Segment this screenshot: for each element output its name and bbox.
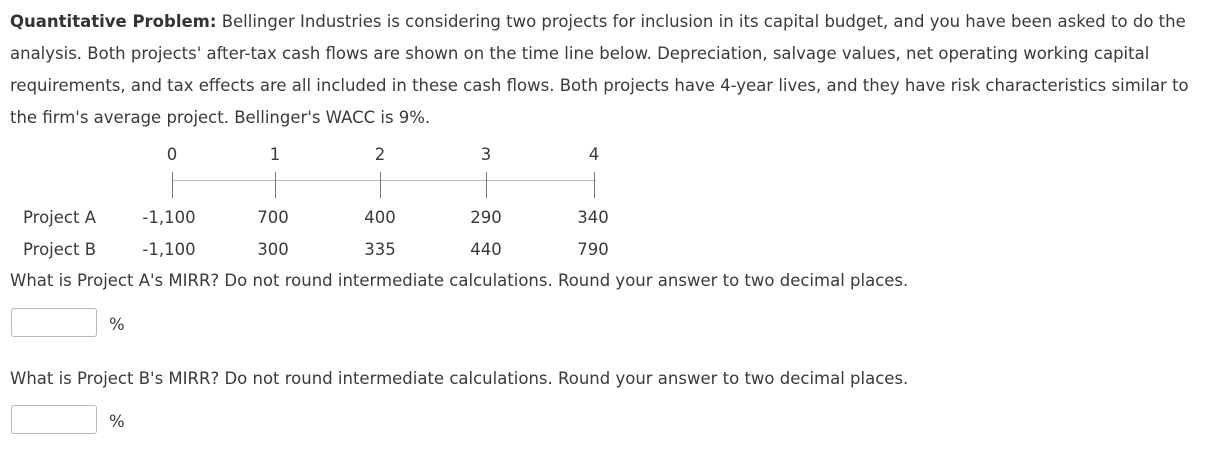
project-a-cf-1: 700 [257,208,289,227]
problem-text: Bellinger Industries is considering two projects for inclusion in its capital budget, and you have been asked to do the analysis. Both projects' after-tax cash flows are shown on the time line below. Depreciation, salvage values, net operating working capital requirements, and tax effects are all included in these cash flows. Both projects have 4-year lives, and they have risk characteristics similar to the firm's average project. Bellinger's WACC is 9%. [10,12,1189,127]
project-a-cf-2: 400 [364,208,396,227]
project-a-cf-0: -1,100 [142,208,196,227]
project-b-cf-2: 335 [364,240,396,259]
project-a-cf-4: 340 [577,208,609,227]
period-label-0: 0 [166,145,178,164]
question-project-a-mirr: What is Project A's MIRR? Do not round intermediate calculations. Round your answer to two decimal places. [10,271,909,290]
project-a-cf-3: 290 [470,208,502,227]
project-b-cf-0: -1,100 [142,240,196,259]
project-b-label: Project B [23,240,97,259]
project-b-cf-3: 440 [470,240,502,259]
timeline-tick [172,172,173,198]
timeline-tick [275,172,276,198]
project-a-percent-unit: % [109,315,125,334]
problem-heading: Quantitative Problem: [10,12,217,31]
question-project-b-mirr: What is Project B's MIRR? Do not round intermediate calculations. Round your answer to two decimal places. [10,369,909,388]
period-label-2: 2 [374,145,386,164]
timeline-tick [594,172,595,198]
timeline-axis [172,180,596,181]
project-b-cf-4: 790 [577,240,609,259]
project-a-label: Project A [23,208,96,227]
period-label-3: 3 [480,145,492,164]
timeline-tick [486,172,487,198]
timeline-tick [380,172,381,198]
period-label-4: 4 [588,145,600,164]
project-a-mirr-input[interactable] [11,308,97,337]
period-label-1: 1 [269,145,281,164]
project-b-mirr-input[interactable] [11,405,97,434]
project-b-cf-1: 300 [257,240,289,259]
problem-statement [10,6,1202,134]
project-b-percent-unit: % [109,412,125,431]
